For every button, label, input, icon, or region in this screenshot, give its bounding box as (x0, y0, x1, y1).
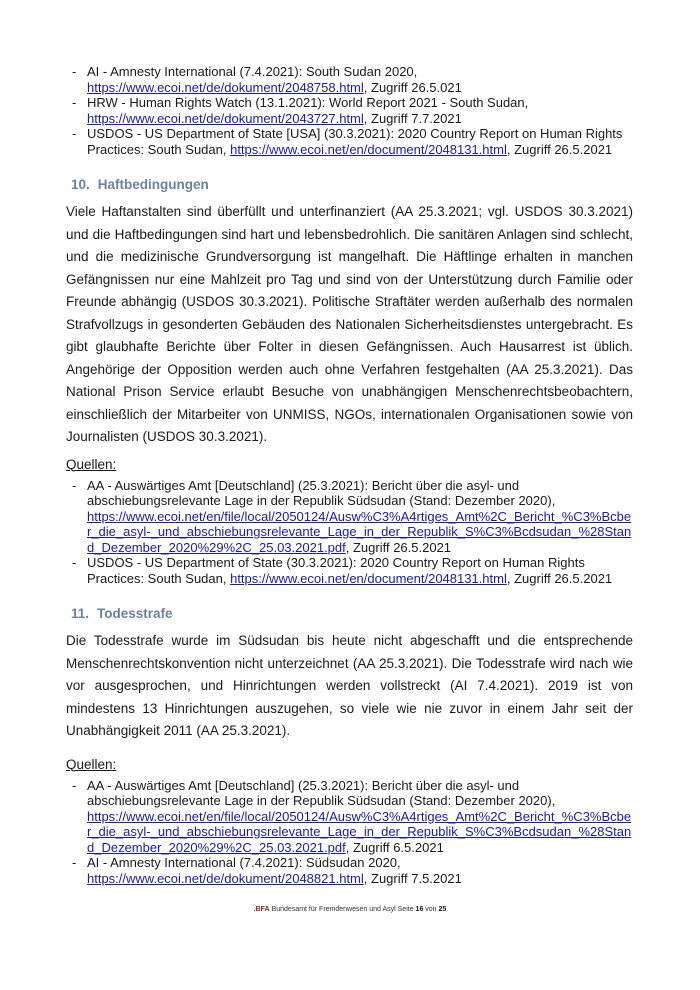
list-dash: - (72, 95, 77, 110)
source-link[interactable]: https://www.ecoi.net/de/dokument/2048758.html (87, 79, 364, 95)
list-dash: - (72, 855, 77, 870)
section-heading-todesstrafe: 11. Todesstrafe (71, 606, 173, 621)
page-total: 25 (438, 906, 447, 913)
list-dash: - (72, 64, 77, 79)
bfa-logo: .BFA (253, 906, 270, 913)
source-item: - AI - Amnesty International (7.4.2021): South Sudan 2020, https://www.ecoi.net/de/dokument/2048758.html, Zugriff 26.5.021 (72, 64, 462, 95)
source-item: - AI - Amnesty International (7.4.2021): Südsudan 2020, https://www.ecoi.net/de/dokument/2048821.html, Zugriff 7.5.2021 (72, 855, 462, 886)
page-number: 16 (415, 906, 424, 913)
list-dash: - (72, 555, 77, 570)
source-item: - USDOS - US Department of State (30.3.2021): 2020 Country Report on Human Rights Practices: South Sudan, https://www.ecoi.net/en/document/2048131.html, Zugriff 26.5.2021 (72, 555, 613, 586)
source-link[interactable]: https://www.ecoi.net/de/dokument/2048821.html (87, 870, 364, 886)
document-page (66, 64, 633, 886)
page-footer: .BFA Bundesamt für Fremdenwesen und Asyl Seite 16 von 25 (253, 906, 447, 913)
top-source-list (66, 64, 633, 157)
sources-label: Quellen: (66, 456, 117, 472)
source-link[interactable]: https://www.ecoi.net/en/file/local/2050124/Ausw%C3%A4rtiges_Amt%2C_Bericht_%C3%Bcber_die_asyl-_und_abschiebungsrelevante_Lage_in_der_Republik_S%C3%Bcdsudan_%28Stand_Dezember_2020%29%2C_25.03.2021.pdf (87, 808, 632, 855)
section-heading-haftbedingungen: 10. Haftbedingungen (71, 177, 209, 192)
source-link[interactable]: https://www.ecoi.net/en/file/local/2050124/Ausw%C3%A4rtiges_Amt%2C_Bericht_%C3%Bcber_die_asyl-_und_abschiebungsrelevante_Lage_in_der_Republik_S%C3%Bcdsudan_%28Stand_Dezember_2020%29%2C_25.03.2021.pdf (87, 508, 632, 555)
source-link[interactable]: https://www.ecoi.net/en/document/2048131.html (230, 570, 507, 586)
source-item: - HRW - Human Rights Watch (13.1.2021): World Report 2021 - South Sudan, https://www.ecoi.net/de/dokument/2043727.html, Zugriff 7.7.2021 (72, 95, 529, 126)
section-body-haftbedingungen: Viele Haftanstalten sind überfüllt und unterfinanziert (AA 25.3.2021; vgl. USDOS 30.3.2021) und die Haftbedingungen sind hart und lebensbedrohlich. Die sanitären Anlagen sind schlecht, und die medizinische Grundversorgung ist mangelhaft. Die Häftlinge erhalten in manchen Gefängnissen nur eine Mahlzeit pro Tag und sind von der Unterstützung durch Familie oder Freunde abhängig (USDOS 30.3.2021). Politische Straftäter werden außerhalb des normalen Strafvollzugs in gesonderten Gebäuden des Nationalen Sicherheitsdienstes untergebracht. Es gibt glaubhafte Berichte über Folter in diesen Gefängnissen. Auch Hausarrest ist üblich. Angehörige der Opposition werden auch ohne Verfahren festgehalten (AA 25.3.2021). Das National Prison Service erlaubt Besuche von unabhängigen Menschenrechtsbeobachtern, einschließlich der Mitarbeiter von UNMISS, NGOs, internationalen Organisationen sowie von Journalisten (USDOS 30.3.2021). (66, 204, 633, 444)
section10-source-list (66, 478, 633, 587)
section11-source-list (66, 778, 633, 887)
source-item: - AA - Auswärtiges Amt [Deutschland] (25.3.2021): Bericht über die asyl- und abschiebungsrelevante Lage in der Republik Südsudan (Stand: Dezember 2020), https://www.ecoi.net/en/file/local/2050124/Ausw%C3%A4rtiges_Amt%2C_Bericht_%C3%Bcber_die_asyl-_und_abschiebungsrelevante_Lage_in_der_Republik_S%C3%Bcdsudan_%28Stand_Dezember_2020%29%2C_25.03.2021.pdf, Zugriff 26.5.2021 (72, 477, 632, 555)
source-item: - USDOS - US Department of State [USA] (30.3.2021): 2020 Country Report on Human Rights Practices: South Sudan, https://www.ecoi.net/en/document/2048131.html, Zugriff 26.5.2021 (72, 126, 623, 157)
source-link[interactable]: https://www.ecoi.net/de/dokument/2043727.html (87, 110, 364, 126)
sources-label: Quellen: (66, 756, 117, 772)
list-dash: - (72, 777, 77, 793)
section-body-todesstrafe: Die Todesstrafe wurde im Südsudan bis heute nicht abgeschafft und die entsprechende Menschenrechtskonvention nicht unterzeichnet (AA 25.3.2021). Die Todesstrafe wird nach wie vor ausgesprochen, und Hinrichtungen werden vollstreckt (AI 7.4.2021). 2019 ist von mindestens 13 Hinrichtungen auszugehen, so viele wie nie zuvor in einem Jahr seit der Unabhängigkeit 2011 (AA 25.3.2021). (66, 633, 633, 738)
source-item: - AA - Auswärtiges Amt [Deutschland] (25.3.2021): Bericht über die asyl- und abschiebungsrelevante Lage in der Republik Südsudan (Stand: Dezember 2020), https://www.ecoi.net/en/file/local/2050124/Ausw%C3%A4rtiges_Amt%2C_Bericht_%C3%Bcber_die_asyl-_und_abschiebungsrelevante_Lage_in_der_Republik_S%C3%Bcdsudan_%28Stand_Dezember_2020%29%2C_25.03.2021.pdf, Zugriff 6.5.2021 (72, 777, 632, 855)
list-dash: - (72, 477, 77, 493)
source-link[interactable]: https://www.ecoi.net/en/document/2048131.html (230, 141, 507, 157)
list-dash: - (72, 126, 77, 141)
